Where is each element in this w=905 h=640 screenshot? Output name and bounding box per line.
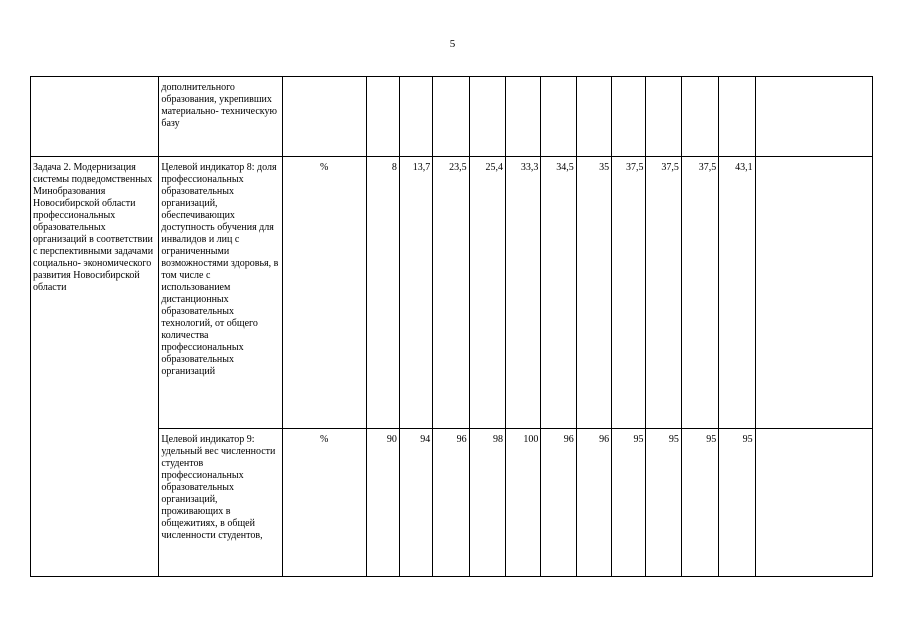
value-cell: 95 xyxy=(646,429,681,577)
value-cell: 37,5 xyxy=(612,157,646,429)
value-cell: 100 xyxy=(506,429,541,577)
value-cell xyxy=(755,429,872,577)
value-cell xyxy=(399,77,432,157)
value-cell xyxy=(541,77,576,157)
unit-cell xyxy=(282,77,366,157)
value-cell: 13,7 xyxy=(399,157,432,429)
value-cell xyxy=(755,157,872,429)
table-row xyxy=(31,157,873,429)
value-cell xyxy=(646,77,681,157)
page-number: 5 xyxy=(449,38,456,50)
value-cell xyxy=(576,77,611,157)
indicator-cell: Целевой индикатор 9: удельный вес численности студентов профессиональных образовательных организаций, проживающих в общежитиях, в общей численности студентов, xyxy=(159,429,282,577)
value-cell xyxy=(469,77,505,157)
value-cell: 94 xyxy=(399,429,432,577)
value-cell: 34,5 xyxy=(541,157,576,429)
value-cell: 37,5 xyxy=(681,157,718,429)
value-cell xyxy=(433,77,469,157)
value-cell: 35 xyxy=(576,157,611,429)
table-row xyxy=(31,77,873,157)
indicator-cell: Целевой индикатор 8: доля профессиональных образовательных организаций, обеспечивающих доступность обучения для инвалидов и лиц с ограниченными возможностями здоровья, в том числе с использованием дистанционных образовательных технологий, от общего количества профессиональных образовательных организаций xyxy=(159,157,282,429)
value-cell xyxy=(681,77,718,157)
value-cell: 23,5 xyxy=(433,157,469,429)
value-cell xyxy=(612,77,646,157)
value-cell xyxy=(755,77,872,157)
task-cell: Задача 2. Модернизация системы подведомственных Минобразования Новосибирской области профессиональных образовательных организаций в соответствии с перспективными задачами социально- экономического развития Новосибирской области xyxy=(31,157,159,577)
unit-cell: % xyxy=(282,157,366,429)
indicator-cell: дополнительного образования, укрепивших материально- техническую базу xyxy=(159,77,282,157)
value-cell: 95 xyxy=(612,429,646,577)
value-cell: 8 xyxy=(366,157,399,429)
value-cell: 96 xyxy=(541,429,576,577)
value-cell: 25,4 xyxy=(469,157,505,429)
task-cell xyxy=(31,77,159,157)
value-cell xyxy=(719,77,755,157)
indicators-table xyxy=(30,76,873,577)
value-cell: 37,5 xyxy=(646,157,681,429)
value-cell: 96 xyxy=(576,429,611,577)
value-cell: 98 xyxy=(469,429,505,577)
value-cell xyxy=(506,77,541,157)
unit-cell: % xyxy=(282,429,366,577)
value-cell: 90 xyxy=(366,429,399,577)
value-cell: 95 xyxy=(719,429,755,577)
value-cell: 95 xyxy=(681,429,718,577)
value-cell: 96 xyxy=(433,429,469,577)
value-cell: 43,1 xyxy=(719,157,755,429)
value-cell xyxy=(366,77,399,157)
value-cell: 33,3 xyxy=(506,157,541,429)
